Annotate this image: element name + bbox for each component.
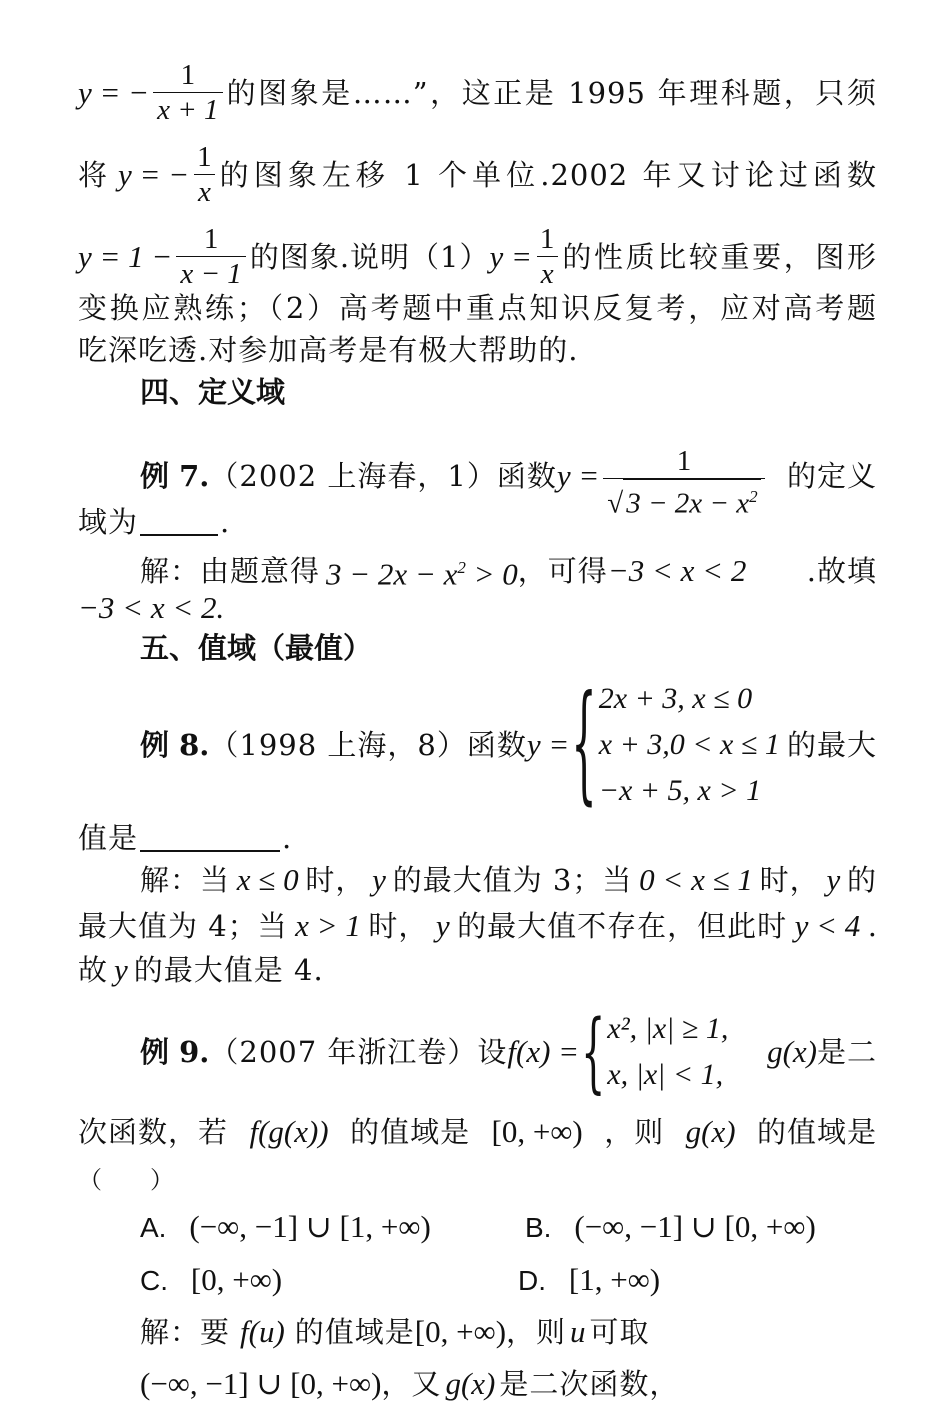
- solution-7: 解：由题意得 $3 - 2x - x^2 > 0$ ，可得 −3 < x < 2 .故填: [140, 548, 877, 594]
- example-8-label: 例 8.: [140, 728, 210, 762]
- answer-blank-8[interactable]: [140, 824, 280, 852]
- left-brace-icon: {: [581, 1001, 606, 1103]
- example-9-piecewise: x², |x| ≥ 1, x, |x| < 1,: [607, 1012, 729, 1091]
- solution-8-line-1: 解：当 x ≤ 0 时， y 的最大值为 3；当 0 < x ≤ 1 时， y 的: [140, 862, 877, 897]
- formula-y-lhs: y = −: [78, 74, 150, 110]
- example-7-lhs: y =: [556, 458, 600, 494]
- option-b[interactable]: B. (−∞, −1] ∪ [0, +∞): [525, 1209, 816, 1244]
- fraction-1-over-x-plus-1: $\frac{1}{x + 1}$: [153, 58, 222, 127]
- solution-9-line-2: (−∞, −1] ∪ [0, +∞) ，又 g(x) 是二次函数，: [140, 1366, 680, 1401]
- example-7-fraction: $\frac{1}{√ 3 - 2x - x^2}$: [603, 444, 764, 521]
- solution-7-result: −3 < x < 2: [607, 553, 747, 589]
- text-line-1: [78, 58, 877, 127]
- example-9-cont: 次函数，若 f(g(x)) 的值域是 [0, +∞) ，则 g(x) 的值域是: [78, 1114, 877, 1149]
- example-7-cont: 域为 .: [78, 505, 230, 539]
- solution-8-line-2: 最大值为 4；当 x > 1 时， y 的最大值不存在，但此时 y < 4 .: [78, 908, 877, 943]
- example-8-lhs: y =: [526, 727, 570, 762]
- example-7-radical: √ $3 - 2x - x^2$: [603, 478, 764, 521]
- section-heading-domain: 四、定义域: [140, 375, 286, 409]
- solution-7-inequality: $3 - 2x - x^2 > 0$: [326, 556, 518, 592]
- answer-blank-7[interactable]: [140, 508, 218, 536]
- example-9: [140, 1001, 877, 1103]
- option-d[interactable]: D. [1, +∞): [518, 1262, 661, 1297]
- formula-y-neg: y = −: [118, 156, 190, 192]
- line-2-a: 将: [78, 157, 109, 192]
- example-7-source: （2002 上海春，1）函数: [209, 459, 557, 494]
- example-9-source: （2007 年浙江卷）设: [209, 1035, 508, 1069]
- example-8-cont: 值是 .: [78, 821, 292, 855]
- solution-7-cont: −3 < x < 2.: [78, 590, 225, 625]
- example-7-tail: 的定义: [786, 459, 877, 494]
- example-9-label: 例 9.: [140, 1035, 210, 1069]
- line-3-b: 的性质比较重要，图形: [562, 239, 877, 274]
- text-line-2: [78, 140, 877, 209]
- section-heading-range: 五、值域（最值）: [140, 631, 373, 665]
- example-8: [140, 671, 877, 819]
- line-2-b: 的图象左移 1 个单位.2002 年又讨论过函数: [219, 157, 877, 192]
- text-line-5: 吃深吃透.对参加高考是有极大帮助的.: [78, 333, 579, 367]
- fraction-1-over-x: $\frac{1}{x}$: [193, 140, 216, 209]
- example-8-tail: 的最大: [786, 728, 877, 762]
- fraction-1-over-x-minus-1: $\frac{1}{x - 1}$: [176, 222, 245, 291]
- text-line-3: [78, 222, 877, 291]
- text-line-4: 变换应熟练；（2）高考题中重点知识反复考，应对高考题: [78, 291, 877, 325]
- example-9-tail: 是二: [816, 1035, 877, 1069]
- solution-8-line-3: 故 y 的最大值是 4.: [78, 952, 324, 987]
- formula-y-eq: y =: [489, 238, 532, 274]
- fraction-1-over-x-b: $\frac{1}{x}$: [536, 222, 559, 291]
- option-a[interactable]: A. (−∞, −1] ∪ [1, +∞): [140, 1209, 431, 1244]
- example-9-lhs: f(x) =: [507, 1034, 580, 1069]
- example-7-label: 例 7.: [140, 459, 210, 494]
- solution-9-line-1: 解：要 f(u) 的值域是 [0, +∞) ，则 u 可取: [140, 1314, 650, 1349]
- left-brace-icon: {: [571, 671, 597, 819]
- formula-y-1-minus: y = 1 −: [78, 238, 173, 274]
- line-3-a: 的图象.说明（1）: [249, 239, 490, 274]
- example-9-answer-paren: （ ）: [78, 1166, 174, 1194]
- example-8-piecewise: 2x + 3, x ≤ 0 x + 3,0 < x ≤ 1 −x + 5, x > 1: [598, 682, 780, 807]
- example-8-source: （1998 上海，8）函数: [209, 728, 527, 762]
- example-9-g: g(x): [767, 1034, 817, 1069]
- line-1-text: 的图象是……”，这正是 1995 年理科题，只须: [226, 75, 877, 110]
- option-c[interactable]: C. [0, +∞): [140, 1262, 283, 1297]
